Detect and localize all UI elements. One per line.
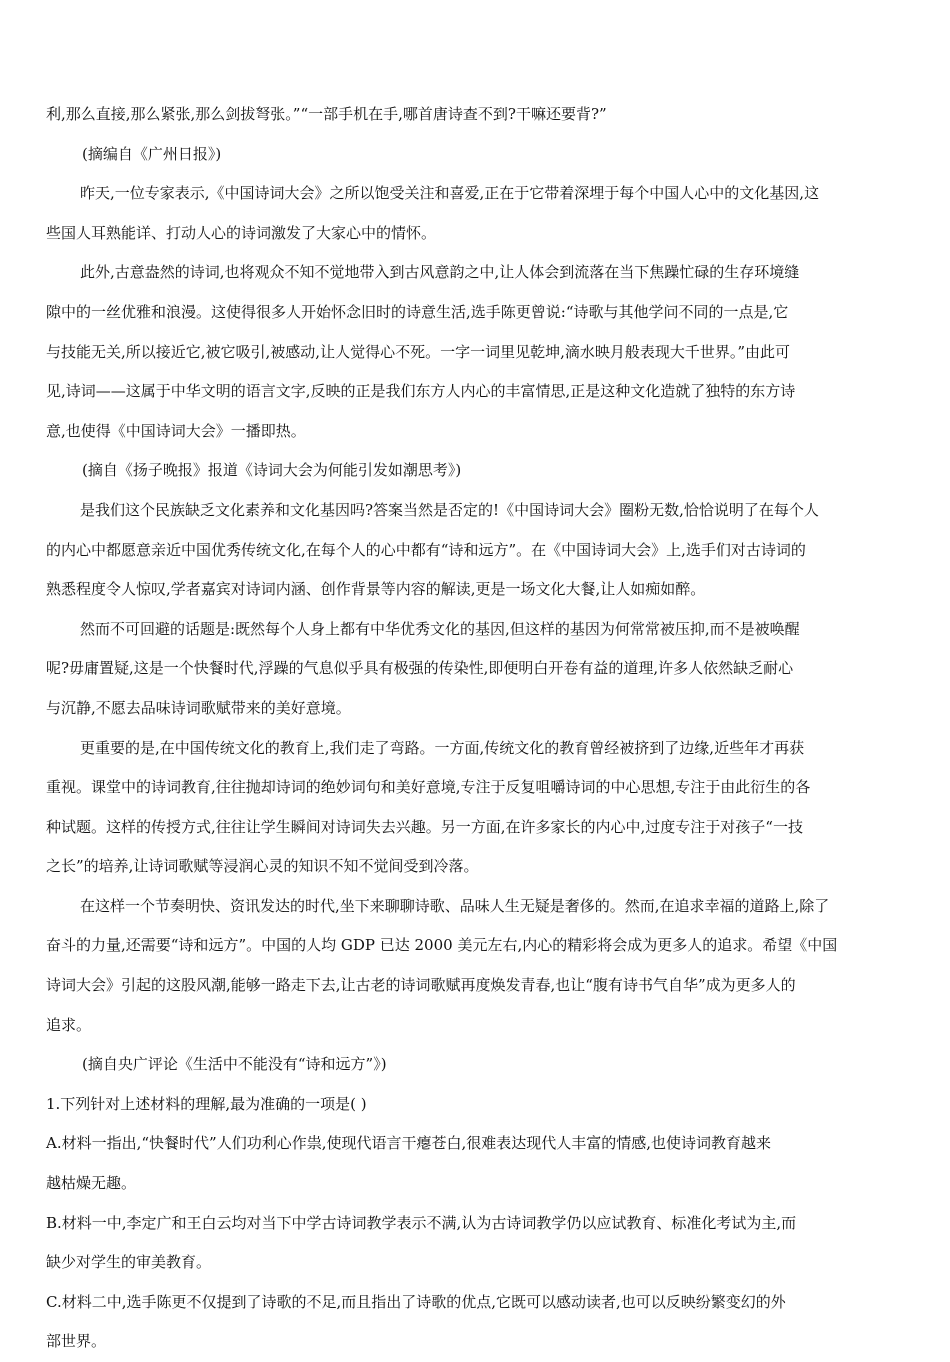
text-line: 见,诗词——这属于中华文明的语言文字,反映的正是我们东方人内心的丰富情思,正是这种文化造就了独特的东方诗: [46, 382, 796, 401]
text-line: 追求。: [46, 1015, 92, 1034]
text-line: 缺少对学生的审美教育。: [46, 1253, 212, 1272]
text-line: 的内心中都愿意亲近中国优秀传统文化,在每个人的心中都有“诗和远方”。在《中国诗词大会》上,选手们对古诗词的: [46, 540, 806, 559]
text-line: 然而不可回避的话题是:既然每个人身上都有中华优秀文化的基因,但这样的基因为何常常被压抑,而不是被唤醒: [80, 619, 800, 638]
text-line: 隙中的一丝优雅和浪漫。这使得很多人开始怀念旧时的诗意生活,选手陈更曾说:“诗歌与其他学问不同的一点是,它: [46, 302, 789, 321]
text-line: 之长”的培养,让诗词歌赋等浸润心灵的知识不知不觉间受到冷落。: [46, 857, 479, 876]
text-line: (摘编自《广州日报》): [82, 144, 222, 163]
text-line: 意,也使得《中国诗词大会》一播即热。: [46, 421, 306, 440]
text-line: 利,那么直接,那么紧张,那么剑拔弩张。”“一部手机在手,哪首唐诗查不到?干嘛还要背?”: [46, 105, 607, 123]
text-line: 在这样一个节奏明快、资讯发达的时代,坐下来聊聊诗歌、品味人生无疑是奢侈的。然而,在追求幸福的道路上,除了: [80, 896, 830, 915]
text-line: 重视。课堂中的诗词教育,往往抛却诗词的绝妙词句和美好意境,专注于反复咀嚼诗词的中心思想,专注于由此衍生的各: [46, 778, 811, 797]
text-line: 种试题。这样的传授方式,往往让学生瞬间对诗词失去兴趣。另一方面,在许多家长的内心中,过度专注于对孩子“一技: [46, 817, 803, 836]
text-line: 与技能无关,所以接近它,被它吸引,被感动,让人觉得心不死。一字一词里见乾坤,滴水映月般表现大千世界。”由此可: [46, 342, 791, 361]
text-line: 奋斗的力量,还需要“诗和远方”。中国的人均 GDP 已达 2000 美元左右,内心的精彩将会成为更多人的追求。希望《中国: [46, 936, 838, 955]
text-line: 呢?毋庸置疑,这是一个快餐时代,浮躁的气息似乎具有极强的传染性,即便明白开卷有益的道理,许多人依然缺乏耐心: [46, 659, 794, 678]
text-line: 1.下列针对上述材料的理解,最为准确的一项是( ): [46, 1094, 367, 1113]
document-page: [46, 95, 906, 1362]
text-line: B.材料一中,李定广和王白云均对当下中学古诗词教学表示不满,认为古诗词教学仍以应试教育、标准化考试为主,而: [46, 1213, 797, 1232]
text-line: A.材料一指出,“快餐时代”人们功利心作祟,使现代语言干瘪苍白,很难表达现代人丰富的情感,也使诗词教育越来: [46, 1134, 772, 1153]
text-line: 与沉静,不愿去品味诗词歌赋带来的美好意境。: [46, 698, 351, 717]
text-line: 诗词大会》引起的这股风潮,能够一路走下去,让古老的诗词歌赋再度焕发青春,也让“腹有诗书气自华”成为更多人的: [46, 976, 796, 995]
text-line: (摘自央广评论《生活中不能没有“诗和远方”》): [82, 1055, 387, 1074]
text-line: 越枯燥无趣。: [46, 1174, 137, 1193]
text-line: (摘自《扬子晚报》报道《诗词大会为何能引发如潮思考》): [82, 461, 462, 480]
text-line: 是我们这个民族缺乏文化素养和文化基因吗?答案当然是否定的!《中国诗词大会》圈粉无数,恰恰说明了在每个人: [80, 500, 819, 519]
text-line: 昨天,一位专家表示,《中国诗词大会》之所以饱受关注和喜爱,正在于它带着深埋于每个中国人心中的文化基因,这: [80, 184, 820, 203]
text-line: 些国人耳熟能详、打动人心的诗词激发了大家心中的情怀。: [46, 223, 437, 242]
text-line: C.材料二中,选手陈更不仅提到了诗歌的不足,而且指出了诗歌的优点,它既可以感动读者,也可以反映纷繁变幻的外: [46, 1292, 786, 1311]
text-line: 部世界。: [46, 1332, 107, 1351]
text-line: 更重要的是,在中国传统文化的教育上,我们走了弯路。一方面,传统文化的教育曾经被挤到了边缘,近些年才再获: [80, 738, 805, 757]
text-line: 熟悉程度令人惊叹,学者嘉宾对诗词内涵、创作背景等内容的解读,更是一场文化大餐,让人如痴如醉。: [46, 580, 706, 599]
text-line: 此外,古意盎然的诗词,也将观众不知不觉地带入到古风意韵之中,让人体会到流落在当下焦躁忙碌的生存环境缝: [80, 263, 800, 282]
